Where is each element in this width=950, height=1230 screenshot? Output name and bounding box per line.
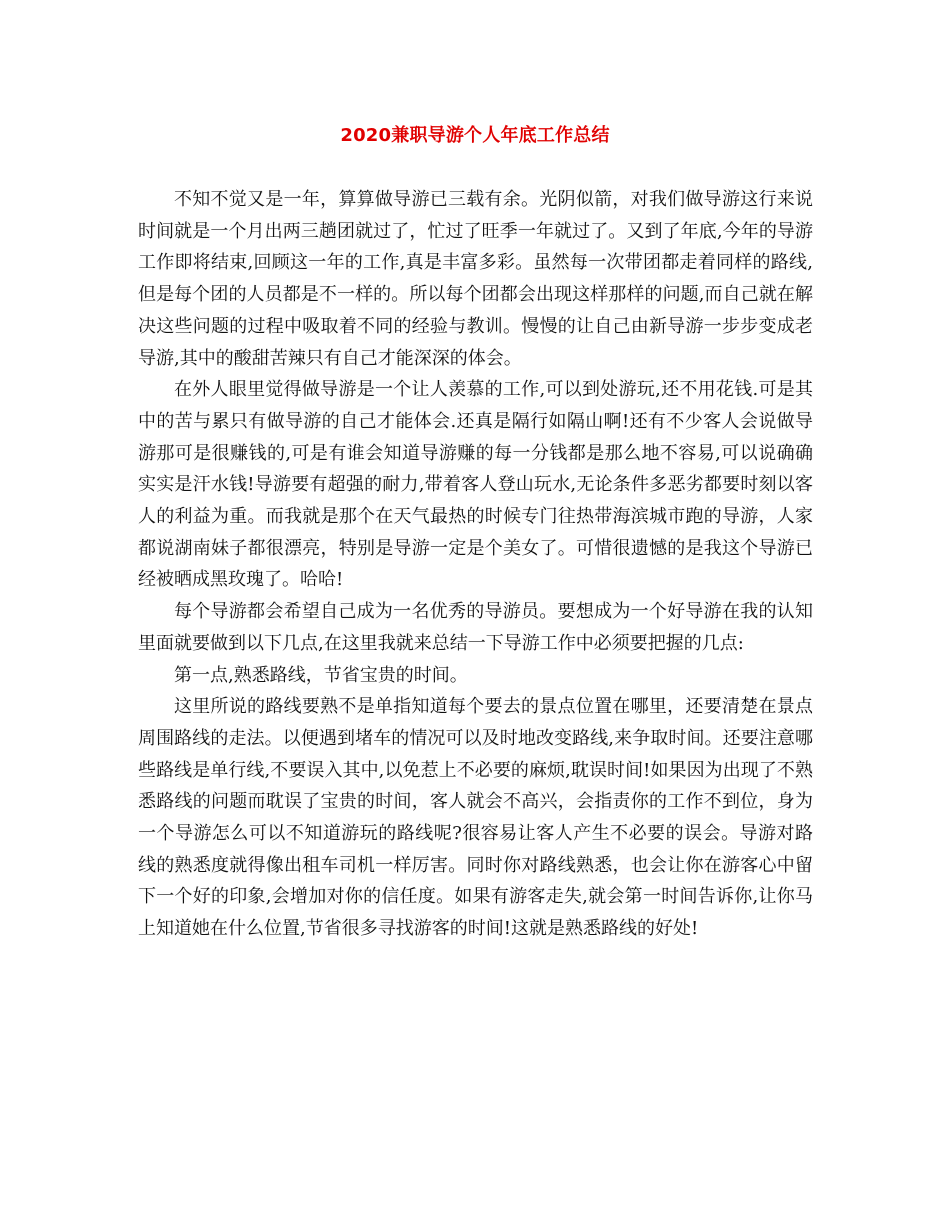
paragraph-point-one-heading: 第一点,熟悉路线，节省宝贵的时间。 — [174, 664, 468, 686]
paragraph-point-one-detail: 这里所说的路线要熟不是单指知道每个要去的景点位置在哪里，还要清楚在景点周围路线的走法。以便遇到堵车的情况可以及时地改变路线,来争取时间。还要注意哪些路线是单行线,不要误入其中,以免惹上不必要的麻烦,耽误时间!如果因为出现了不熟悉路线的问题而耽误了宝贵的时间，客人就会不高兴，会指责你的工作不到位，身为一个导游怎么可以不知道游玩的路线呢?很容易让客人产生不必要的误会。导游对路线的熟悉度就得像出租车司机一样厉害。同时你对路线熟悉，也会让你在游客心中留下一个好的印象,会增加对你的信任度。如果有游客走失,就会第一时间告诉你,让你马上知道她在什么位置,节省很多寻找游客的时间!这就是熟悉路线的好处! — [138, 696, 813, 940]
document-title: 2020兼职导游个人年底工作总结 — [340, 125, 610, 146]
document-body — [138, 184, 813, 945]
paragraph-key-points-intro: 每个导游都会希望自己成为一名优秀的导游员。要想成为一个好导游在我的认知里面就要做到以下几点,在这里我就来总结一下导游工作中必须要把握的几点: — [138, 601, 813, 654]
paragraph-outsider-view: 在外人眼里觉得做导游是一个让人羡慕的工作,可以到处游玩,还不用花钱.可是其中的苦与累只有做导游的自己才能体会.还真是隔行如隔山啊!还有不少客人会说做导游那可是很赚钱的,可是有谁会知道导游赚的每一分钱都是那么地不容易,可以说确确实实是汗水钱!导游要有超强的耐力,带着客人登山玩水,无论条件多恶劣都要时刻以客人的利益为重。而我就是那个在天气最热的时候专门往热带海滨城市跑的导游，人家都说湖南妹子都很漂亮，特别是导游一定是个美女了。可惜很遗憾的是我这个导游已经被晒成黑玫瑰了。哈哈! — [138, 379, 813, 591]
paragraph-intro: 不知不觉又是一年，算算做导游已三载有余。光阴似箭，对我们做导游这行来说时间就是一个月出两三趟团就过了，忙过了旺季一年就过了。又到了年底,今年的导游工作即将结束,回顾这一年的工作,真是丰富多彩。虽然每一次带团都走着同样的路线,但是每个团的人员都是不一样的。所以每个团都会出现这样那样的问题,而自己就在解决这些问题的过程中吸取着不同的经验与教训。慢慢的让自己由新导游一步步变成老导游,其中的酸甜苦辣只有自己才能深深的体会。 — [138, 189, 813, 369]
